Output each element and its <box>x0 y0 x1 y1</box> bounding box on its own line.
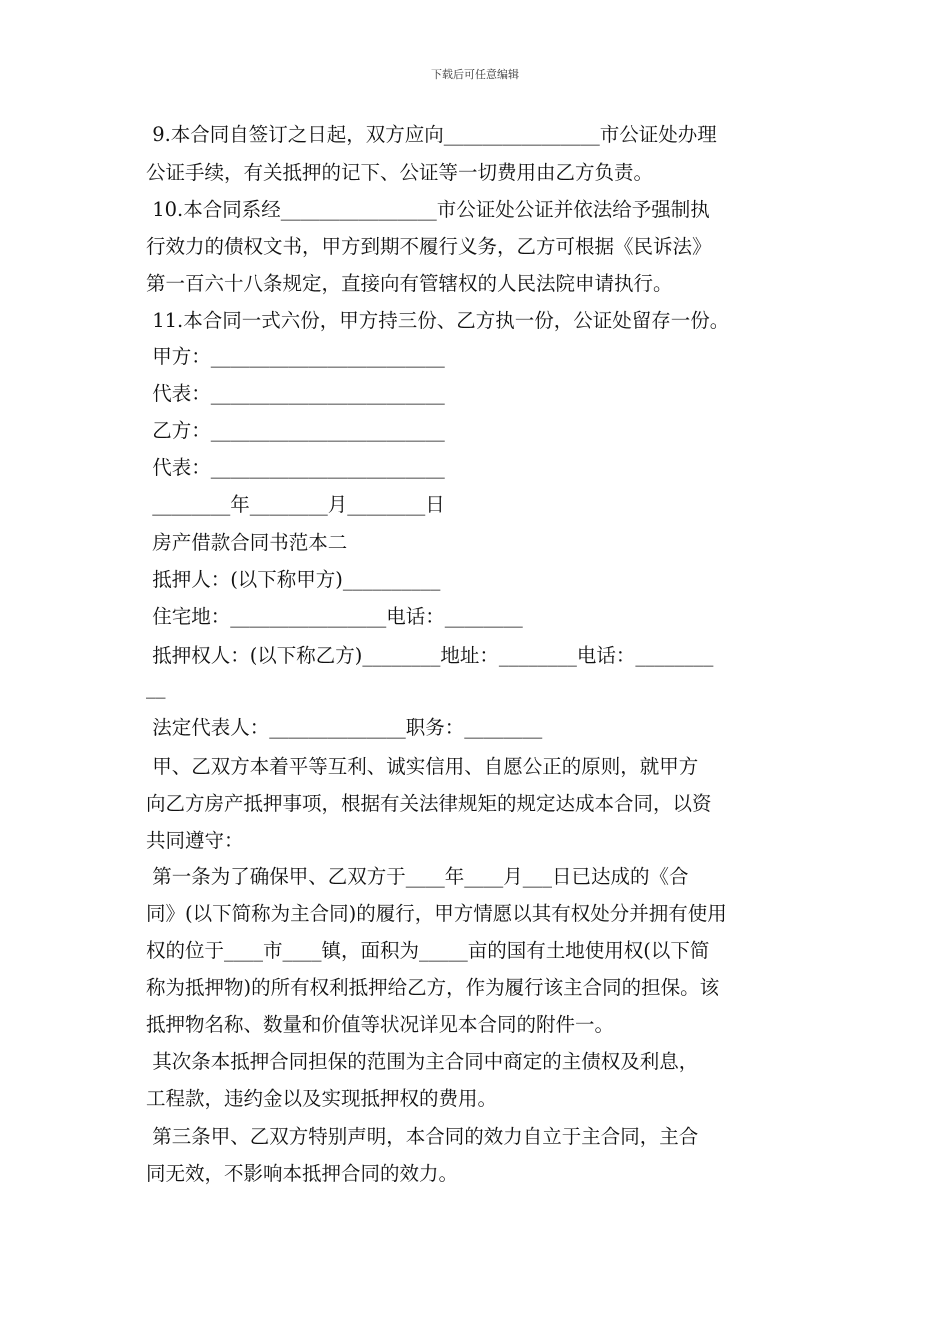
text-line: 权的位于____市____镇，面积为_____亩的国有土地使用权(以下简 <box>146 939 710 962</box>
text-line: 第一百六十八条规定，直接向有管辖权的人民法院申请执行。 <box>146 272 673 295</box>
text-line: 工程款，违约金以及实现抵押权的费用。 <box>146 1087 498 1110</box>
text-line: __ <box>146 676 166 699</box>
text-line: 抵押人：(以下称甲方)__________ <box>146 568 441 591</box>
text-line: 向乙方房产抵押事项，根据有关法律规矩的规定达成本合同，以资 <box>146 792 712 815</box>
signature-line-party-b: 乙方：________________________ <box>146 419 445 442</box>
text-line: 称为抵押物)的所有权利抵押给乙方，作为履行该主合同的担保。该 <box>146 976 720 999</box>
section-title: 房产借款合同书范本二 <box>146 531 348 554</box>
text-line: 11.本合同一式六份，甲方持三份、乙方执一份，公证处留存一份。 <box>146 309 730 332</box>
text-line: 法定代表人：______________职务：________ <box>146 716 543 739</box>
text-line: 第一条为了确保甲、乙双方于____年____月___日已达成的《合 <box>146 865 689 888</box>
text-line: 同》(以下简称为主合同)的履行，甲方情愿以其有权处分并拥有使用 <box>146 902 727 925</box>
text-line: 共同遵守： <box>146 829 244 852</box>
text-line: 住宅地：________________电话：________ <box>146 605 523 628</box>
text-line: 10.本合同系经________________市公证处公证并依法给予强制执 <box>146 198 710 221</box>
text-line: 抵押物名称、数量和价值等状况详见本合同的附件一。 <box>146 1013 615 1036</box>
text-line: 同无效，不影响本抵押合同的效力。 <box>146 1162 459 1185</box>
text-line: 抵押权人：(以下称乙方)________地址：________电话：________ <box>146 644 714 667</box>
signature-line-party-a: 甲方：________________________ <box>146 345 445 368</box>
text-line: 9.本合同自签订之日起，双方应向________________市公证处办理 <box>146 123 717 146</box>
text-line: 甲、乙双方本着平等互利、诚实信用、自愿公正的原则，就甲方 <box>146 755 699 778</box>
text-line: 行效力的债权文书，甲方到期不履行义务，乙方可根据《民诉法》 <box>146 235 712 258</box>
text-line: 第三条甲、乙双方特别声明，本合同的效力自立于主合同，主合 <box>146 1125 699 1148</box>
text-line: 公证手续，有关抵押的记下、公证等一切费用由乙方负责。 <box>146 161 654 184</box>
page-header-note: 下载后可任意编辑 <box>431 68 519 81</box>
date-line: ________年________月________日 <box>146 493 445 516</box>
signature-line-rep-a: 代表：________________________ <box>146 382 445 405</box>
signature-line-rep-b: 代表：________________________ <box>146 456 445 479</box>
text-line: 其次条本抵押合同担保的范围为主合同中商定的主债权及利息， <box>146 1050 699 1073</box>
